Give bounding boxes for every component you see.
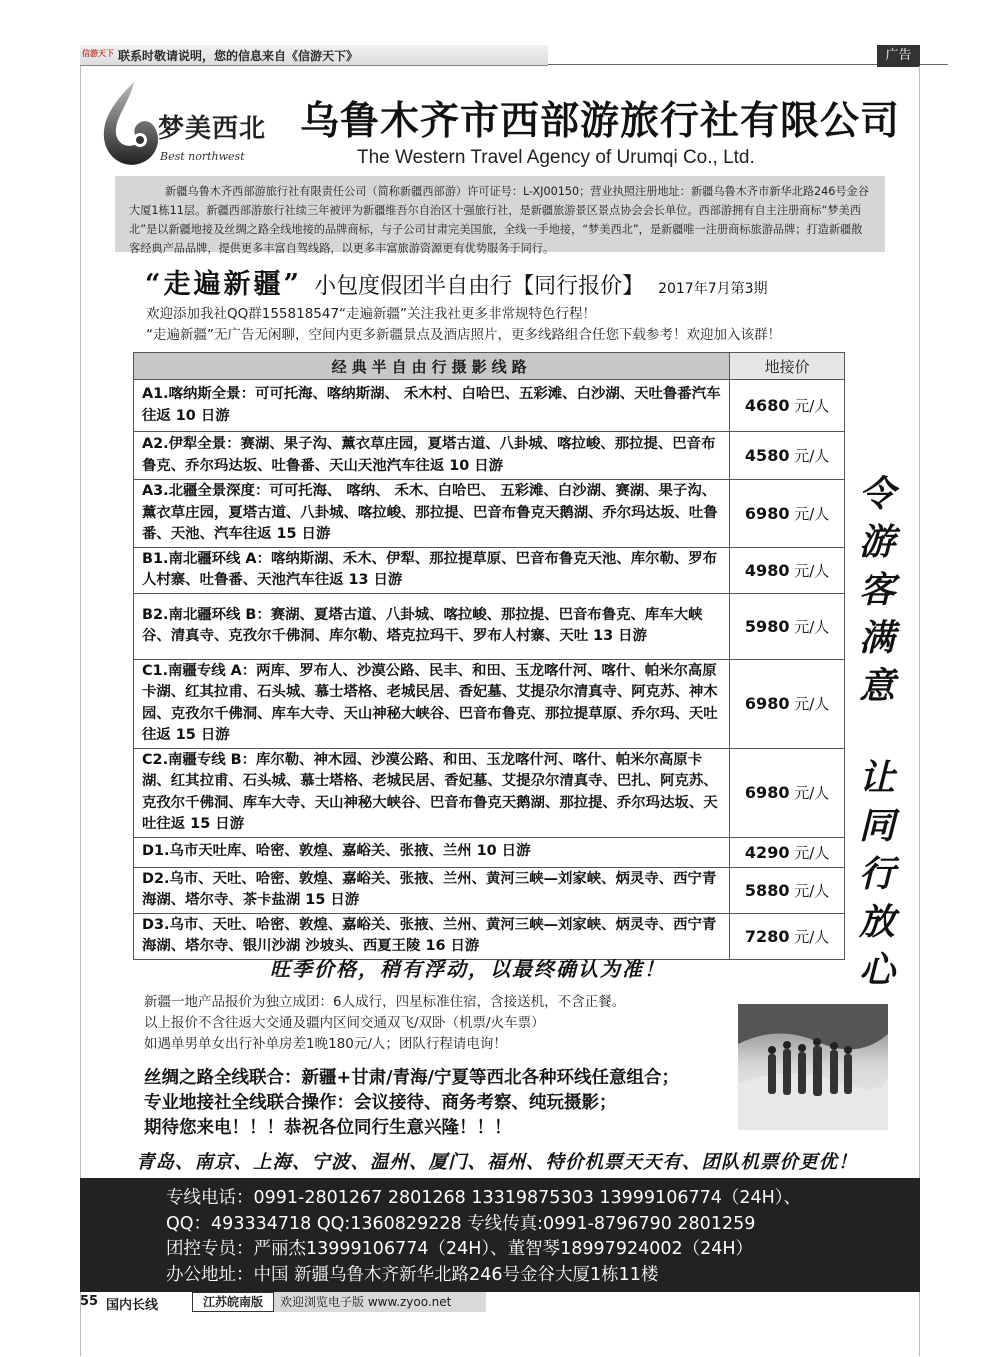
price-value: 4580	[744, 446, 790, 465]
price-unit: 元/人	[794, 695, 830, 713]
route-cell: D3.乌市、天吐、哈密、敦煌、嘉峪关、张掖、兰州、黄河三峡—刘家峡、炳灵寺、西宁青海湖、塔尔寺、银川沙湖 沙坡头、西夏王陵 16 日游	[134, 913, 730, 959]
website-link[interactable]: 欢迎浏览电子版 www.zyoo.net	[274, 1292, 486, 1312]
headline-slogan: “走遍新疆”	[145, 269, 303, 300]
table-row	[134, 480, 845, 548]
header-route: 经典半自由行摄影线路	[134, 353, 730, 380]
table-header-row	[134, 353, 845, 380]
price-unit: 元/人	[794, 397, 830, 415]
contact-staff: 团控专员：严丽杰13999106774（24H）、董智琴18997924002（24H）	[166, 1239, 754, 1259]
price-cell	[730, 748, 845, 837]
brand-name-cn: 梦美西北	[158, 114, 267, 144]
price-value: 6980	[744, 694, 790, 713]
price-cell	[730, 867, 845, 913]
contact-bar	[80, 1178, 920, 1292]
brand-name-en: Best northwest	[160, 150, 245, 163]
price-unit: 元/人	[794, 784, 830, 802]
price-cell	[730, 432, 845, 480]
side-slogan	[852, 470, 902, 994]
note-line: 如遇单男单女出行补单房差1晚180元/人；团队行程请电询！	[144, 1036, 507, 1052]
contact-qq-fax: QQ：493334718 QQ:1360829228 专线传真:0991-8796790 2801259	[166, 1214, 756, 1234]
price-cell	[730, 380, 845, 432]
price-cell	[730, 659, 845, 748]
table-row	[134, 659, 845, 748]
contact-phone: 专线电话：0991-2801267 2801268 13319875303 13999106774（24H）、	[166, 1188, 802, 1208]
company-intro: 新疆乌鲁木齐西部游旅行社有限责任公司（简称新疆西部游）许可证号：L-XJ00150；营业执照注册地址：新疆乌鲁木齐市新华北路246号金谷大厦1栋11层。新疆西部游旅行社续三年被评为新疆维吾尔自治区十强旅行社，是新疆旅游景区景点协会会长单位。西部游拥有自主注册商标“梦美西北”是以新疆地接及丝绸之路全线地接的品牌商标，与子公司甘肃完美国旅，全线一手地接，“梦美西北”，是新疆唯一注册商标旅游品牌；打造新疆散客经典产品品牌，提供更多丰富自驾线路，以更多丰富旅游资源更有优势服务于同行。	[115, 176, 885, 252]
group-photo	[738, 1004, 888, 1130]
price-cell	[730, 837, 845, 867]
ad-tag: 广告	[877, 45, 920, 67]
route-cell: D2.乌市、天吐、哈密、敦煌、嘉峪关、张掖、兰州、黄河三峡—刘家峡、炳灵寺、西宁青海湖、塔尔寺、茶卡盐湖 15 日游	[134, 867, 730, 913]
price-value: 4980	[744, 560, 790, 580]
side-slogan-part1: 令游客满意	[858, 473, 895, 707]
price-cell	[730, 547, 845, 593]
table-row	[134, 593, 845, 659]
table-row	[134, 748, 845, 837]
table-row	[134, 547, 845, 593]
headline	[145, 262, 768, 301]
price-value: 5880	[744, 880, 790, 900]
route-cell: B1.南北疆环线 A：喀纳斯湖、禾木、伊犁、那拉提草原、巴音布鲁克天池、库尔勒、罗布人村寨、吐鲁番、天池汽车往返 13 日游	[134, 547, 730, 593]
price-value: 4680	[744, 396, 790, 415]
route-cell: B2.南北疆环线 B：赛湖、夏塔古道、八卦城、喀拉峻、那拉提、巴音布鲁克、库车大峡谷、清真寺、克孜尔千佛洞、库尔勒、塔克拉玛干、罗布人村寨、天吐 13 日游	[134, 593, 730, 659]
price-value: 6980	[744, 783, 790, 802]
company-name-cn: 乌鲁木齐市西部游旅行社有限公司	[300, 99, 901, 144]
flame-logo-icon	[96, 78, 166, 170]
page-number: 55	[80, 1294, 99, 1309]
price-value: 6980	[744, 503, 790, 523]
section-name: 国内长线	[106, 1298, 159, 1313]
note-line: 新疆一地产品报价为独立成团：6人成行，四星标准住宿，含接送机，不含正餐。	[144, 994, 626, 1010]
price-cell	[730, 593, 845, 659]
table-row	[134, 837, 845, 867]
tourists-photo-icon	[738, 1004, 888, 1130]
price-cell	[730, 480, 845, 548]
page-footer	[80, 1292, 920, 1312]
qq-group-note: “走遍新疆”无广告无闲聊，空间内更多新疆景点及酒店照片，更多线路组合任您下载参考！欢迎加入该群！	[146, 327, 781, 343]
service-line: 期待您来电！！！恭祝各位同行生意兴隆！！！	[144, 1118, 512, 1138]
side-slogan-part2: 让同行放心	[858, 757, 895, 991]
route-price-table	[133, 352, 845, 960]
price-disclaimer: 旺季价格，稍有浮动，以最终确认为准！	[270, 957, 666, 981]
route-cell: A1.喀纳斯全景：可可托海、喀纳斯湖、 禾木村、白哈巴、五彩滩、白沙湖、天吐鲁番汽车往返 10 日游	[134, 380, 730, 432]
header-price: 地接价	[730, 353, 845, 380]
header-strip	[80, 45, 920, 67]
service-line: 丝绸之路全线联合：新疆+甘肃/青海/宁夏等西北各种环线任意组合；	[144, 1068, 679, 1088]
price-cell	[730, 913, 845, 959]
price-value: 7280	[744, 926, 790, 946]
price-unit: 元/人	[794, 617, 830, 636]
issue-date: 2017年7月第3期	[658, 281, 768, 297]
qq-group-line: 欢迎添加我社QQ群155818547“走遍新疆”关注我社更多非常规特色行程！	[146, 306, 597, 322]
header-notice: 联系时敬请说明，您的信息来自《信游天下》	[118, 49, 359, 63]
price-unit: 元/人	[794, 927, 830, 946]
table-row	[134, 380, 845, 432]
note-line: 以上报价不含往返大交通及疆内区间交通双飞/双卧（机票/火车票）	[144, 1015, 545, 1031]
service-line: 专业地接社全线联合操作：会议接待、商务考察、纯玩摄影；	[144, 1093, 617, 1113]
route-cell: C1.南疆专线 A：两库、罗布人、沙漠公路、民丰、和田、玉龙喀什河、喀什、帕米尔高原卡湖、红其拉甫、石头城、慕士塔格、老城民居、香妃墓、艾提尕尔清真寺、阿克苏、神木园、克孜尔千佛洞、库车大寺、天山神秘大峡谷、巴音布鲁克、那拉提草原、乔尔玛、天吐往返 15 日游	[134, 659, 730, 748]
price-unit: 元/人	[794, 843, 830, 862]
price-unit: 元/人	[794, 447, 830, 465]
route-cell: A2.伊犁全景：赛湖、果子沟、薰衣草庄园，夏塔古道、八卦城、喀拉峻、那拉提、巴音布鲁克、乔尔玛达坂、吐鲁番、天山天池汽车往返 10 日游	[134, 432, 730, 480]
price-unit: 元/人	[794, 561, 830, 580]
company-name-en: The Western Travel Agency of Urumqi Co., Ltd.	[357, 147, 755, 168]
brand-logo	[96, 78, 286, 170]
contact-address: 办公地址：中国 新疆乌鲁木齐新华北路246号金谷大厦1栋11楼	[166, 1265, 659, 1285]
magazine-logo: 信游天下	[82, 49, 114, 58]
price-unit: 元/人	[794, 881, 830, 900]
edition-label: 江苏皖南版	[192, 1292, 274, 1312]
table-row	[134, 867, 845, 913]
price-value: 4290	[744, 842, 790, 862]
flight-promo: 青岛、南京、上海、宁波、温州、厦门、福州、特价机票天天有、团队机票价更优！	[136, 1152, 858, 1173]
route-cell: A3.北疆全景深度：可可托海、 喀纳、 禾木、白哈巴、 五彩滩、白沙湖、赛湖、果子沟、薰衣草庄园，夏塔古道、八卦城、喀拉峻、那拉提、巴音布鲁克天鹅湖、乔尔玛达坂、吐鲁番、天池、汽车往返 15 日游	[134, 480, 730, 548]
route-cell: D1.乌市天吐库、哈密、敦煌、嘉峪关、张掖、兰州 10 日游	[134, 837, 730, 867]
table-row	[134, 432, 845, 480]
price-unit: 元/人	[794, 504, 830, 523]
headline-title: 小包度假团半自由行【同行报价】	[314, 274, 645, 299]
route-cell: C2.南疆专线 B：库尔勒、神木园、沙漠公路、和田、玉龙喀什河、喀什、帕米尔高原卡湖、红其拉甫、石头城、慕士塔格、老城民居、香妃墓、艾提尕尔清真寺、巴扎、阿克苏、克孜尔千佛洞、库车大寺、天山神秘大峡谷、巴音布鲁克天鹅湖、那拉提、乔尔玛达坂、天吐往返 15 日游	[134, 748, 730, 837]
price-value: 5980	[744, 616, 790, 636]
